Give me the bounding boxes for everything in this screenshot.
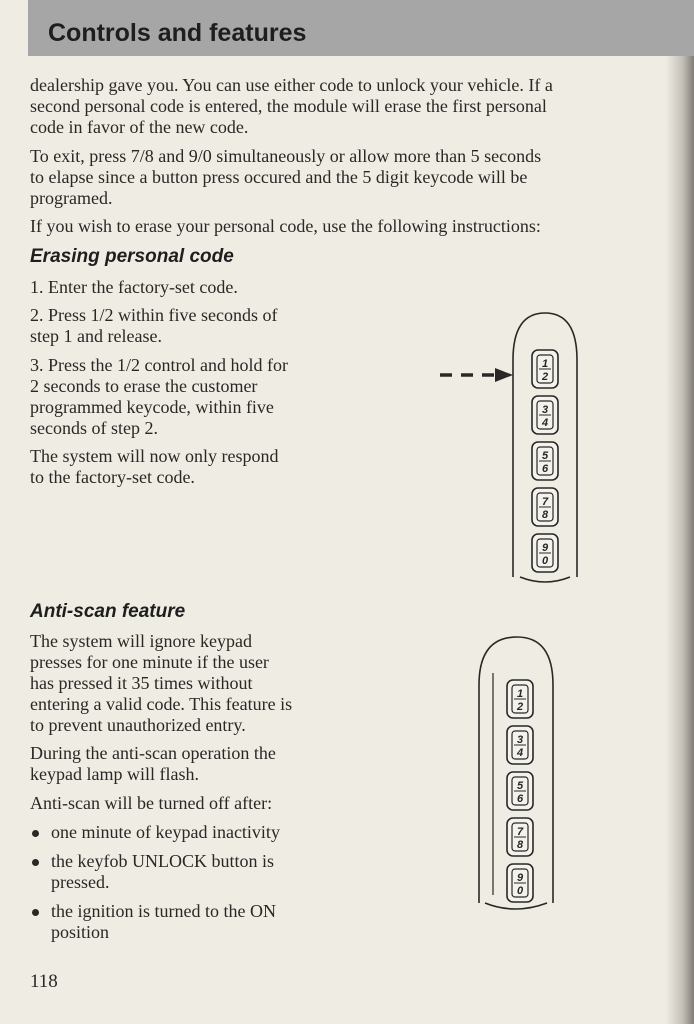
bullet-dot [32,909,39,916]
erase-intro: If you wish to erase your personal code, use the following instructions: [30,216,541,236]
step-2-line: step 1 and release. [30,326,162,346]
keypad-button [507,818,533,856]
keypad-digit: 7 [516,826,524,838]
keypad-digit: 1 [541,358,549,370]
page-number: 118 [30,971,58,992]
section-title: Controls and features [48,19,307,47]
keypad-button [507,726,533,764]
step-2-line: 2. Press 1/2 within five seconds of [30,305,278,325]
bullet-item: the ignition is turned to the ON [51,901,276,921]
arrow-head [495,368,513,382]
step-1: 1. Enter the factory-set code. [30,277,238,297]
keypad-digit: 9 [541,542,549,554]
anti-scan-p2-line: keypad lamp will flash. [30,764,199,784]
keypad-digit: 2 [516,701,524,713]
erasing-heading: Erasing personal code [30,246,234,267]
anti-scan-p3: Anti-scan will be turned off after: [30,793,273,813]
keypad-button [507,680,533,718]
anti-scan-p1-line: to prevent unauthorized entry. [30,715,246,735]
keypad-button [532,396,558,434]
result-line: to the factory-set code. [30,467,195,487]
anti-scan-p1-line: entering a valid code. This feature is [30,694,293,714]
anti-scan-p1-line: The system will ignore keypad [30,631,252,651]
keypad-digit: 0 [516,885,524,897]
keypad-button [532,534,558,572]
keypad-button [532,488,558,526]
intro-line: dealership gave you. You can use either code to unlock your vehicle. If a [30,75,553,95]
step-3-line: seconds of step 2. [30,418,158,438]
anti-scan-p1-line: presses for one minute if the user [30,652,269,672]
keypad-digit: 2 [541,371,549,383]
keypad-illustration-with-arrow [425,305,595,590]
step-3-line: programmed keycode, within five [30,397,274,417]
keypad-digit: 8 [541,509,549,521]
step-3-line: 2 seconds to erase the customer [30,376,258,396]
keypad-digit: 3 [516,734,524,746]
exit-line: To exit, press 7/8 and 9/0 simultaneously or allow more than 5 seconds [30,146,542,166]
keypad-digit: 0 [541,555,549,567]
bullet-dot [32,830,39,837]
keypad-digit: 9 [516,872,524,884]
bullet-item-continuation: pressed. [51,872,110,892]
keypad-digit: 6 [541,463,549,475]
keypad-button [507,864,533,902]
keypad-button [532,350,558,388]
keypad-digit: 1 [516,688,524,700]
keypad-illustration [465,625,575,915]
intro-line: code in favor of the new code. [30,117,249,137]
exit-line: to elapse since a button press occured and the 5 digit keycode will be [30,167,528,187]
bullet-item: the keyfob UNLOCK button is [51,851,274,871]
keypad-digit: 8 [516,839,524,851]
keypad-digit: 5 [541,450,549,462]
anti-scan-p1-line: has pressed it 35 times without [30,673,253,693]
keypad-button [507,772,533,810]
step-3-line: 3. Press the 1/2 control and hold for [30,355,288,375]
keypad-digit: 3 [541,404,549,416]
keypad-digit: 6 [516,793,524,805]
bullet-item-continuation: position [51,922,110,942]
intro-line: second personal code is entered, the module will erase the first personal [30,96,547,116]
keypad-digit: 7 [541,496,549,508]
keypad-digit: 5 [516,780,524,792]
anti-scan-p2-line: During the anti-scan operation the [30,743,276,763]
keypad-digit: 4 [541,417,549,429]
keypad-digit: 4 [516,747,524,759]
keypad-button [532,442,558,480]
exit-line: programed. [30,188,113,208]
bullet-dot [32,859,39,866]
anti-scan-heading: Anti-scan feature [30,601,186,622]
result-line: The system will now only respond [30,446,279,466]
bullet-item: one minute of keypad inactivity [51,822,280,842]
